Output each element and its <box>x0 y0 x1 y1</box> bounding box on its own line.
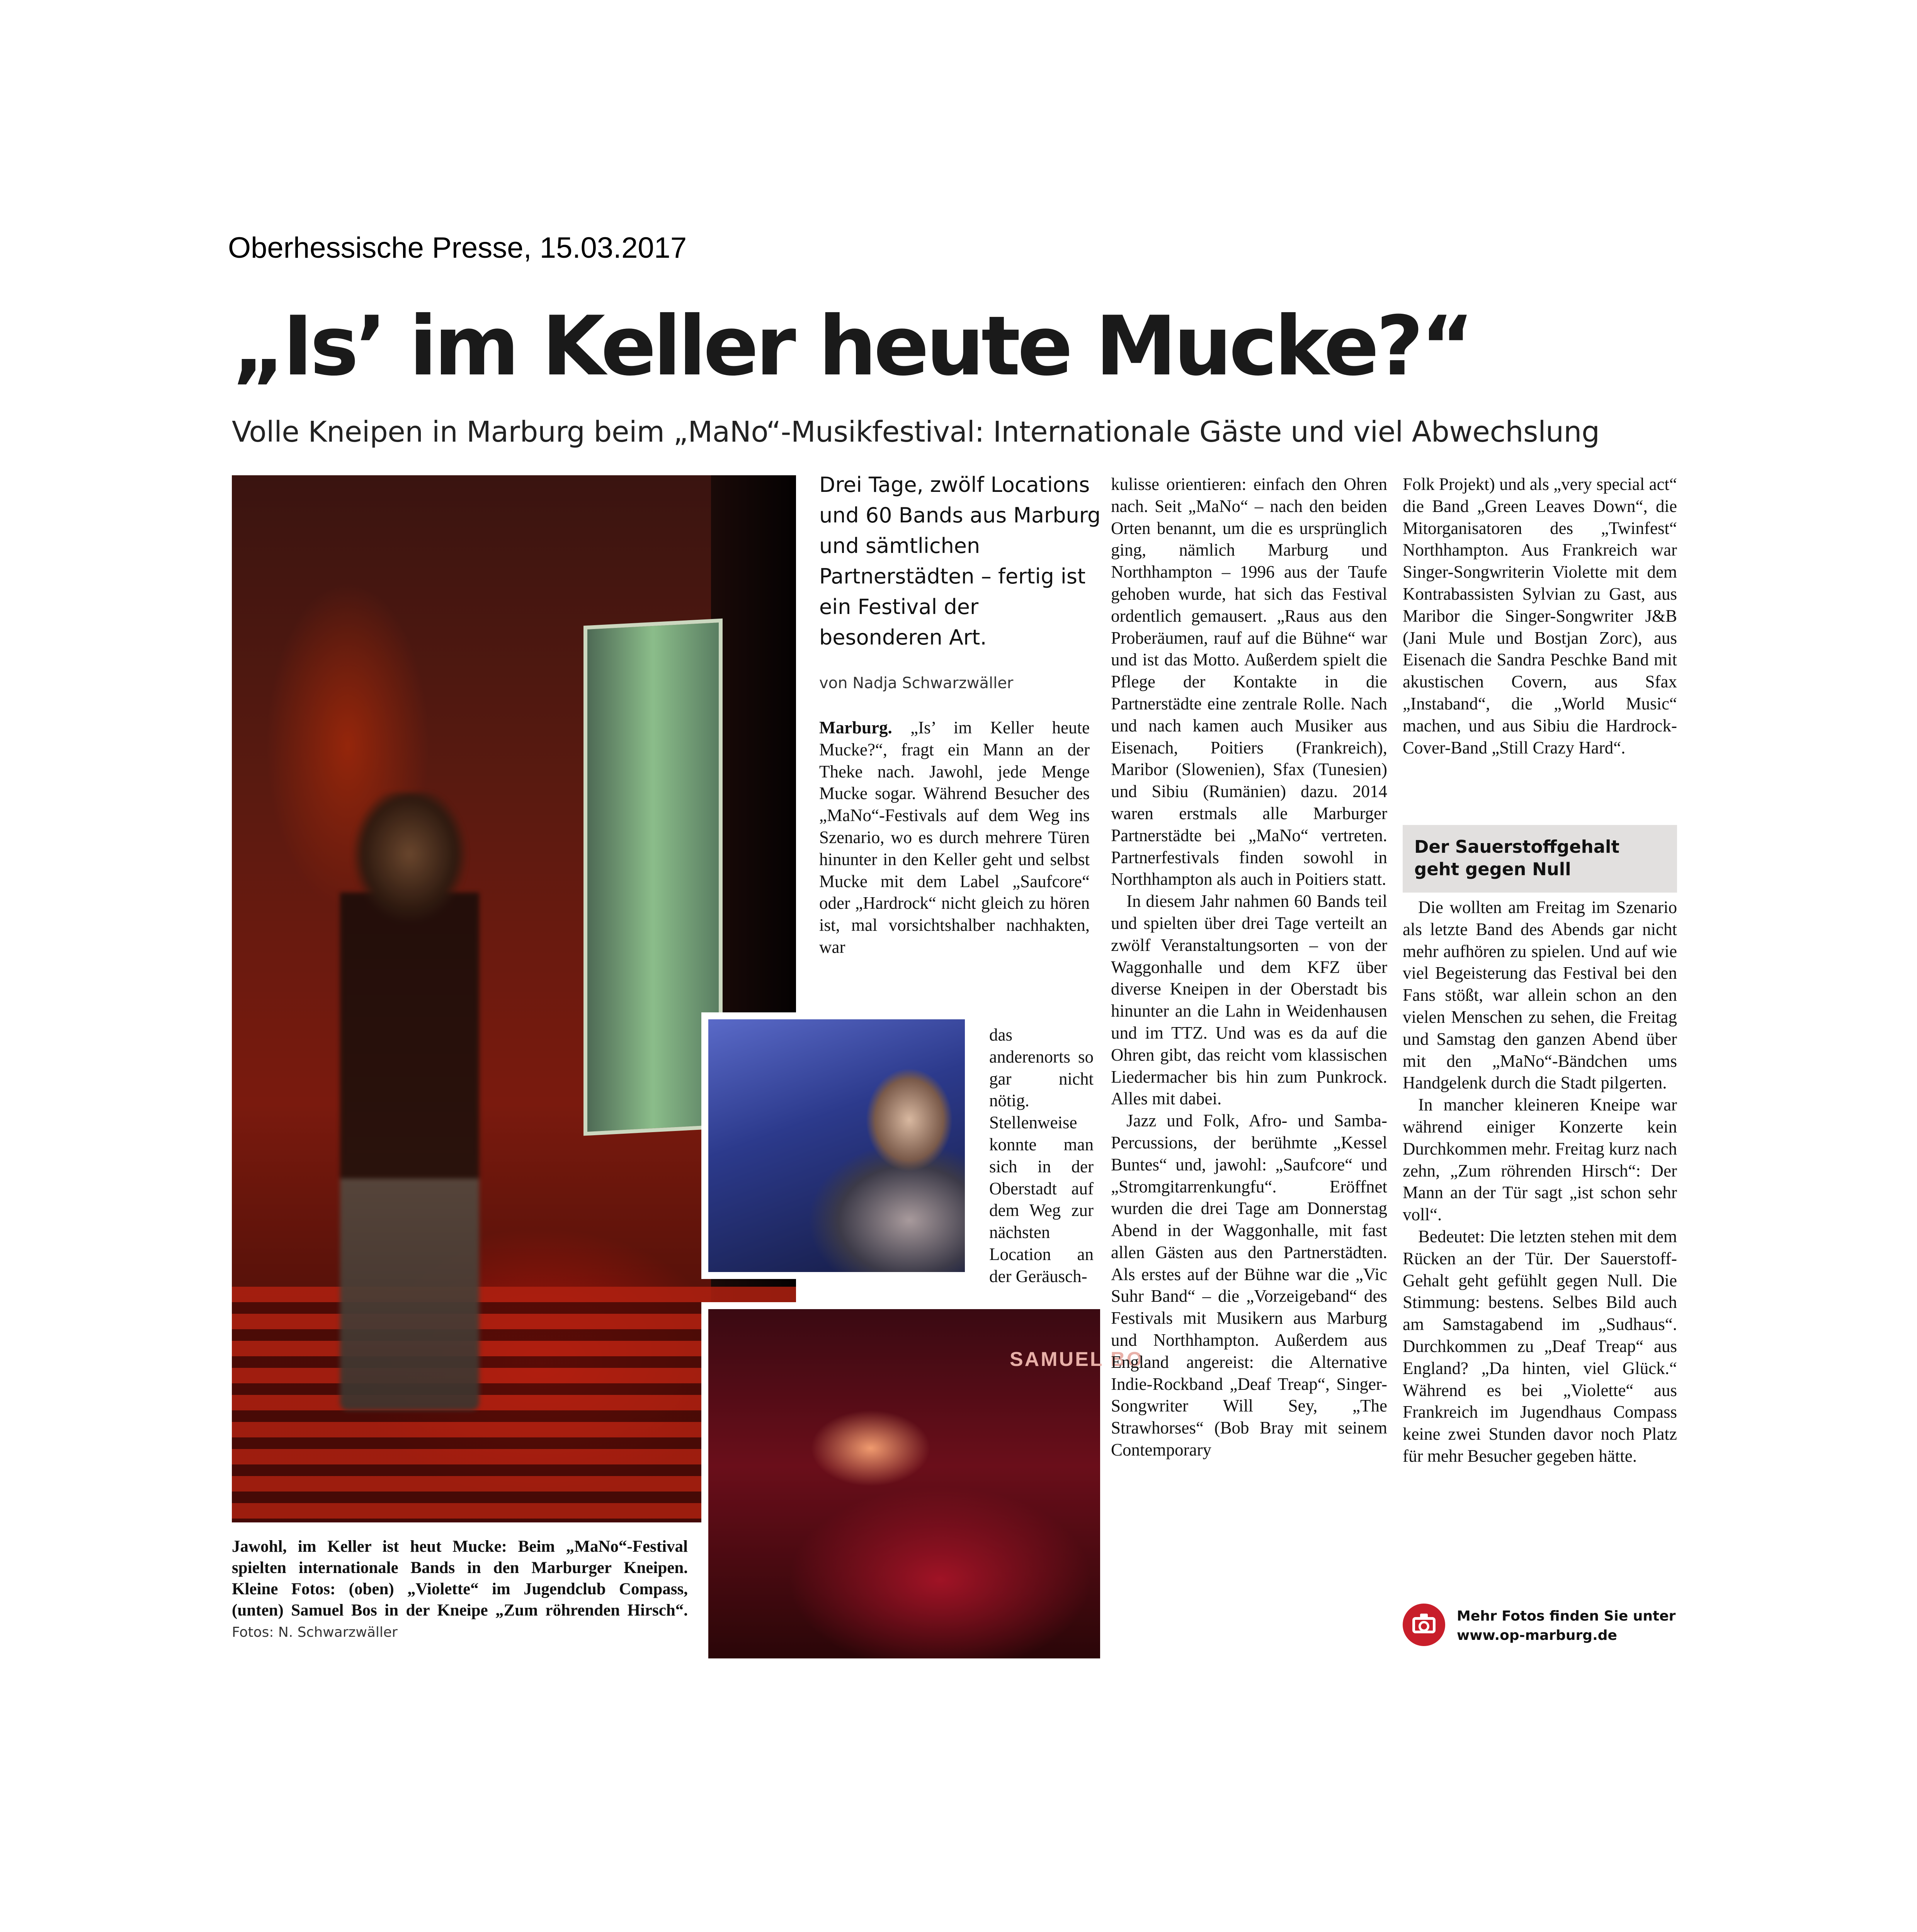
paragraph: Folk Projekt) und als „very special act“ die Band „Green Leaves Down“, die Mitorganisatoren des „Twinfest“ Northhampton. Aus Frankreich war Singer-Songwriterin Violette mit dem Kontrabassisten Sylvian zu Gast, aus Maribor die Singer-Songwriter J&B (Jani Mule und Bostjan Zorc), aus Eisenach die Sandra Peschke Band mit akustischen Covern, aus Sfax „Instaband“, die „World Music“ machen, und aus Sibiu die Hardrock-Cover-Band „Still Crazy Hard“. <box>1403 474 1677 757</box>
promo-url-link[interactable]: www.op-marburg.de <box>1457 1628 1617 1643</box>
text-column-2 <box>1111 473 1387 1461</box>
paragraph <box>819 717 1090 958</box>
subheadline: Volle Kneipen in Marburg beim „MaNo“-Musikfestival: Internationale Gäste und viel Abwechslung <box>232 415 1600 449</box>
photo-stage-sign: SAMUEL BO <box>1010 1348 1144 1371</box>
paragraph: Die wollten am Freitag im Szenario als letzte Band des Abends gar nicht mehr aufhören zu spielen. Und auf wie viel Begeisterung das Festival bei den Fans stößt, war allein schon an den vielen Menschen zu sehen, die Freitag und Samstag den ganzen Abend über mit den „MaNo“-Bändchen ums Handgelenk durch die Stadt pilgerten. <box>1403 898 1677 1093</box>
text-column-1 <box>819 717 1090 958</box>
promo-text <box>1457 1607 1675 1645</box>
photo-credit: Fotos: N. Schwarzwäller <box>232 1624 398 1640</box>
text-column-3-lower <box>1403 896 1677 1467</box>
section-heading-box: Der Sauerstoffgehalt geht gegen Null <box>1403 825 1677 893</box>
text-column-3 <box>1403 473 1677 759</box>
byline: von Nadja Schwarzwäller <box>819 674 1014 692</box>
more-photos-promo <box>1403 1604 1681 1654</box>
text-column-1-continuation: das anderenorts so gar nicht nötig. Stellenweise konnte man sich in der Oberstadt auf dem Weg zur nächsten Location an der Geräusch- <box>989 1025 1094 1286</box>
paragraph: Jazz und Folk, Afro- und Samba-Percussions, der berühmte „Kessel Buntes“ und, jawohl: „Saufcore“ und „Stromgitarrenkungfu“. Eröffnet wurden die drei Tage am Donnerstag Abend in der Waggonhalle, mit fast allen Gästen aus den Partnerstädten. Als erstes auf der Bühne war die „Vic Suhr Band“ – die „Vorzeigeband“ des Festivals mit Musikern aus Marburg und Northhampton. Außerdem aus England angereist: die Alternative Indie-Rockband „Deaf Treap“, Singer-Songwriter Will Sey, „The Strawhorses“ (Bob Bray mit seinem Contemporary <box>1111 1111 1387 1460</box>
paragraph: In diesem Jahr nahmen 60 Bands teil und spielten über drei Tage verteilt an zwölf Veranstaltungsorten – von der Waggonhalle und dem KFZ über diverse Kneipen in der Oberstadt bis hinunter an die Lahn in Weidenhausen und im TTZ. Und was es da auf die Ohren gibt, das reicht vom klassischen Liedermacher bis hin zum Punkrock. Alles mit dabei. <box>1111 891 1387 1109</box>
photo-blurred-person <box>340 792 479 1410</box>
paragraph: Bedeutet: Die letzten stehen mit dem Rücken an der Tür. Der Sauerstoff-Gehalt geht gefühlt gegen Null. Die Stimmung: bestens. Selbes Bild auch am Samstagabend im „Sudhaus“. Durchkommen zu „Deaf Treap“ aus England? „Da hinten, viel Glück.“ Während es bei „Violette“ aus Frankreich im Jugendhaus Compass keine zwei Stunden davor noch Platz für mehr Besucher gegeben hätte. <box>1403 1226 1677 1466</box>
source-line: Oberhessische Presse, 15.03.2017 <box>228 231 687 264</box>
paragraph: kulisse orientieren: einfach den Ohren nach. Seit „MaNo“ – nach den beiden Orten benannt, um die es ursprünglich ging, nämlich Marburg und Northhampton – 1996 aus der Taufe gehoben wurde, hat sich das Festival ordentlich gemausert. „Raus aus den Proberäumen, rauf auf die Bühne“ war und ist das Motto. Außerdem spielt die Pflege der Kontakte in die Partnerstädte eine zentrale Rolle. Nach und nach kamen auch Musiker aus Eisenach, Poitiers (Frankreich), Maribor (Slowenien), Sfax (Tunesien) und Sibiu (Rumänien) dazu. 2014 waren erstmals alle Marburger Partnerstädte bei „MaNo“ vertreten. Partnerfestivals finden sowohl in Northhampton als auch in Poitiers statt. <box>1111 474 1387 889</box>
article-intro: Drei Tage, zwölf Locations und 60 Bands aus Marburg und sämtlichen Partnerstädten – fertig ist ein Festival der besonderen Art. <box>819 473 1101 650</box>
photo-caption <box>232 1536 688 1643</box>
dateline: Marburg. <box>819 718 892 737</box>
paragraph-text: „Is’ im Keller heute Mucke?“, fragt ein Mann an der Theke nach. Jawohl, jede Menge Mucke sogar. Während Besucher des „MaNo“-Festivals auf dem Weg ins Szenario, wo es durch mehrere Türen hinunter in den Keller geht und selbst Mucke mit dem Label „Saufcore“ oder „Hardrock“ nicht gleich zu hören ist, mal vorsichtshalber nachhakten, war <box>819 718 1090 957</box>
promo-line: Mehr Fotos finden Sie unter <box>1457 1608 1676 1624</box>
paragraph: In mancher kleineren Kneipe war während einiger Konzerte kein Durchkommen mehr. Freitag kurz nach zehn, „Zum röhrenden Hirsch“: Der Mann an der Tür sagt „ist schon sehr voll“. <box>1403 1095 1677 1225</box>
photo-samuel-bos <box>701 1302 1144 1665</box>
caption-text: Jawohl, im Keller ist heut Mucke: Beim „MaNo“-Festival spielten internationale Bands in den Marburger Kneipen. Kleine Fotos: (oben) „Violette“ im Jugendclub Compass, (unten) Samuel Bos in der Kneipe „Zum röhrenden Hirsch“. <box>232 1537 688 1619</box>
camera-icon <box>1403 1604 1445 1646</box>
photo-violette <box>701 1012 972 1279</box>
headline: „Is’ im Keller heute Mucke?“ <box>232 298 1471 394</box>
